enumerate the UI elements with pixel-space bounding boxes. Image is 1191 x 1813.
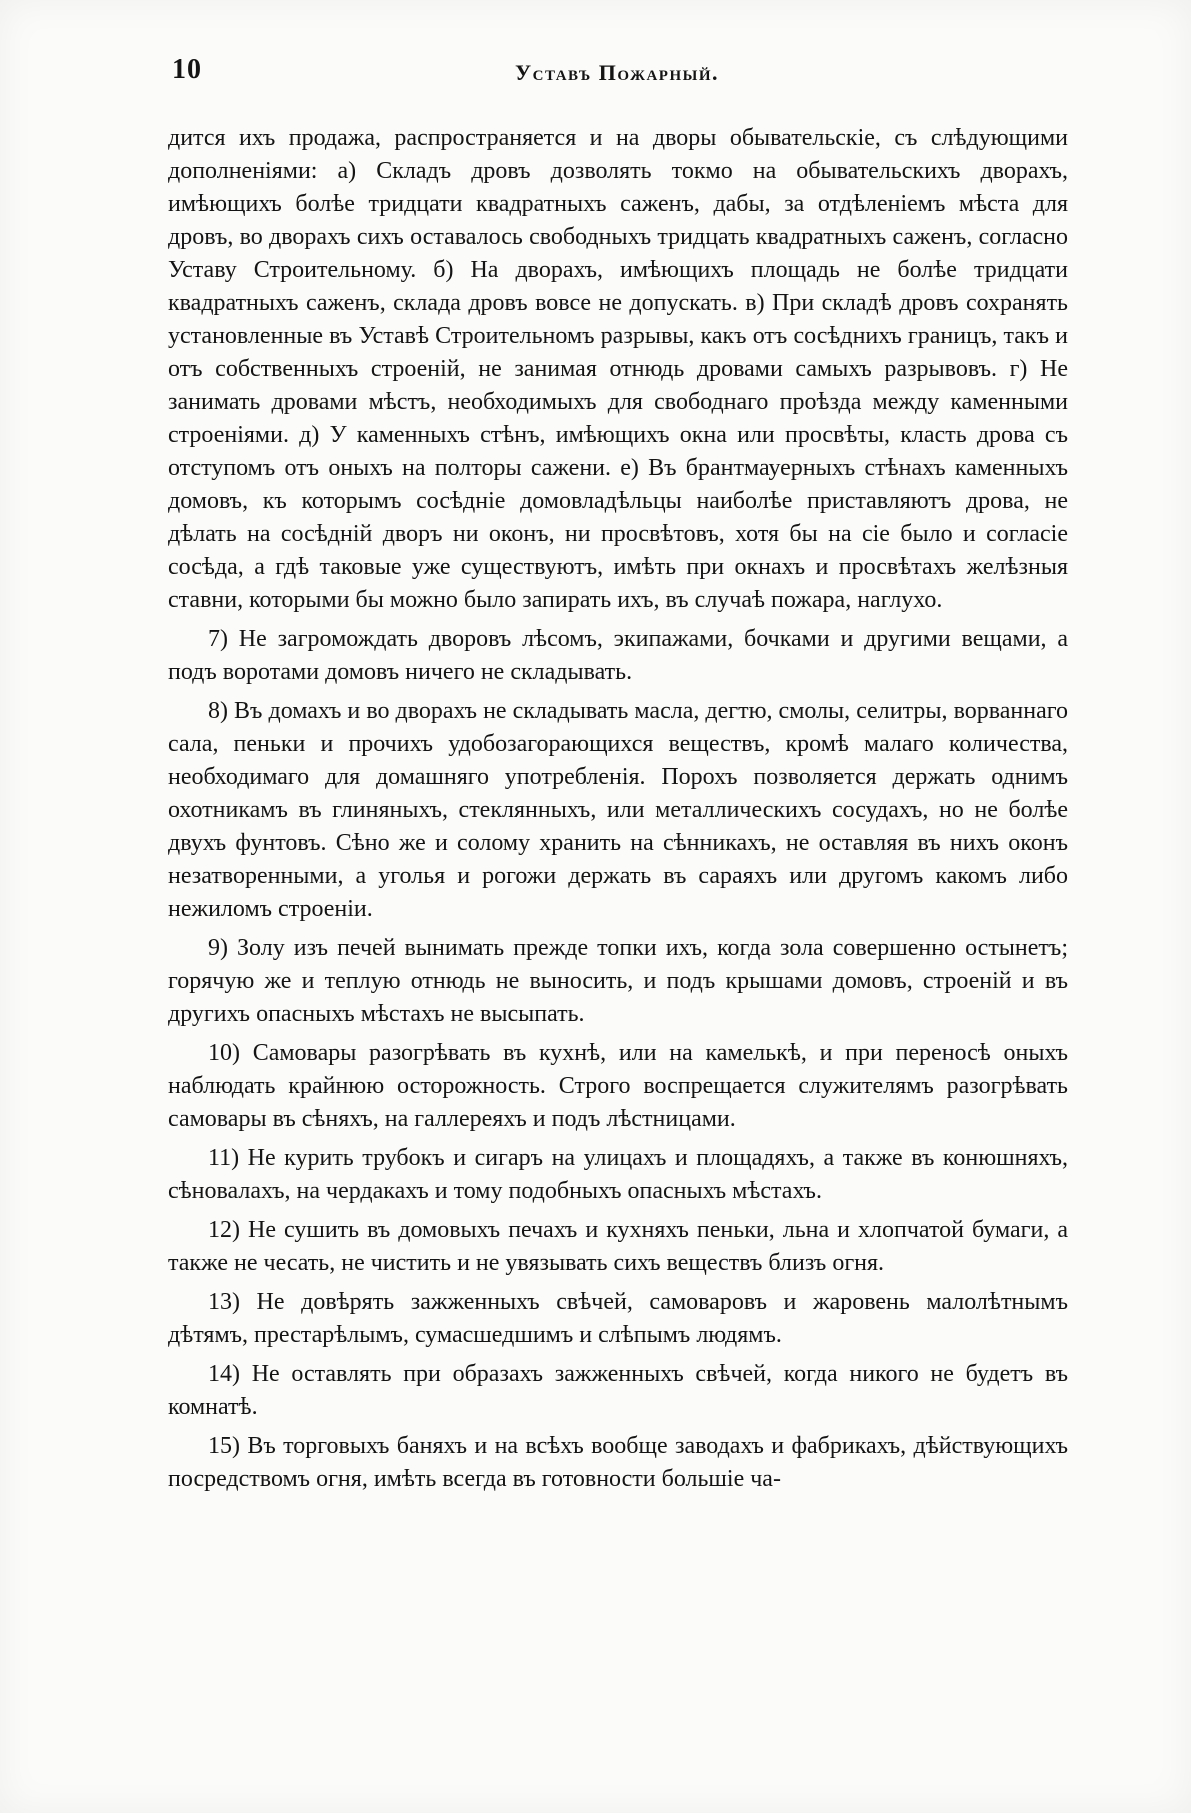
- paragraph-item-13: 13) Не довѣрять зажженныхъ свѣчей, самоваровъ и жаровень малолѣтнымъ дѣтямъ, престарѣлымъ, сумасшедшимъ и слѣпымъ людямъ.: [168, 1289, 1068, 1348]
- paragraph-item-14: 14) Не оставлять при образахъ зажженныхъ свѣчей, когда никого не будетъ въ комнатѣ.: [168, 1361, 1068, 1420]
- body-text: [168, 122, 1068, 1502]
- paragraph-item-7: 7) Не загромождать дворовъ лѣсомъ, экипажами, бочками и другими вещами, а подъ воротами домовъ ничего не складывать.: [168, 626, 1068, 685]
- paragraph-continuation: дится ихъ продажа, распространяется и на дворы обывательскіе, съ слѣдующими дополненіями: а) Складъ дровъ дозволять токмо на обывательскихъ дворахъ, имѣющихъ болѣе тридцати квадратныхъ саженъ, дабы, за отдѣленіемъ мѣста для дровъ, во дворахъ сихъ оставалось свободныхъ тридцать квадратныхъ саженъ, согласно Уставу Строительному. б) На дворахъ, имѣющихъ площадь не болѣе тридцати квадратныхъ саженъ, склада дровъ вовсе не допускать. в) При складѣ дровъ сохранять установленные въ Уставѣ Строительномъ разрывы, какъ отъ сосѣднихъ границъ, такъ и отъ собственныхъ строеній, не занимая отнюдь дровами самыхъ разрывовъ. г) Не занимать дровами мѣстъ, необходимыхъ для свободнаго проѣзда между каменными строеніями. д) У каменныхъ стѣнъ, имѣющихъ окна или просвѣты, класть дрова съ отступомъ отъ оныхъ на полторы сажени. е) Въ брантмауерныхъ стѣнахъ каменныхъ домовъ, къ которымъ сосѣдніе домовладѣльцы наиболѣе приставляютъ дрова, не дѣлать на сосѣдній дворъ ни оконъ, ни просвѣтовъ, хотя бы на сіе было и согласіе сосѣда, а гдѣ таковые уже существуютъ, имѣть при окнахъ и просвѣтахъ желѣзныя ставни, которыми бы можно было запирать ихъ, въ случаѣ пожара, наглухо.: [168, 125, 1068, 613]
- paragraph-item-10: 10) Самовары разогрѣвать въ кухнѣ, или на камелькѣ, и при переносѣ оныхъ наблюдать крайнюю осторожность. Строго воспрещается служителямъ разогрѣвать самовары въ сѣняхъ, на галлереяхъ и подъ лѣстницами.: [168, 1040, 1068, 1132]
- paragraph-item-15: 15) Въ торговыхъ баняхъ и на всѣхъ вообще заводахъ и фабрикахъ, дѣйствующихъ посредствомъ огня, имѣть всегда въ готовности большіе ча-: [168, 1433, 1068, 1492]
- paragraph-item-9: 9) Золу изъ печей вынимать прежде топки ихъ, когда зола совершенно остынетъ; горячую же и теплую отнюдь не выносить, и подъ крышами домовъ, строеній и въ другихъ опасныхъ мѣстахъ не высыпать.: [168, 935, 1068, 1027]
- page-header: [172, 54, 1062, 94]
- paragraph-item-12: 12) Не сушить въ домовыхъ печахъ и кухняхъ пеньки, льна и хлопчатой бумаги, а также не чесать, не чистить и не увязывать сихъ веществъ близъ огня.: [168, 1217, 1068, 1276]
- page-number: 10: [172, 54, 202, 85]
- paragraph-item-8: 8) Въ домахъ и во дворахъ не складывать масла, дегтю, смолы, селитры, ворваннаго сала, пеньки и прочихъ удобозагорающихся веществъ, кромѣ малаго количества, необходимаго для домашняго употребленія. Порохъ позволяется держать однимъ охотникамъ въ глиняныхъ, стеклянныхъ, или металлическихъ сосудахъ, но не болѣе двухъ фунтовъ. Сѣно же и солому хранить на сѣнникахъ, не оставляя въ нихъ оконъ незатворенными, а уголья и рогожи держать въ сараяхъ или другомъ какомъ либо нежиломъ строеніи.: [168, 698, 1068, 922]
- paragraph-item-11: 11) Не курить трубокъ и сигаръ на улицахъ и площадяхъ, а также въ конюшняхъ, сѣновалахъ, на чердакахъ и тому подобныхъ опасныхъ мѣстахъ.: [168, 1145, 1068, 1204]
- running-title: Уставъ Пожарный.: [514, 60, 720, 85]
